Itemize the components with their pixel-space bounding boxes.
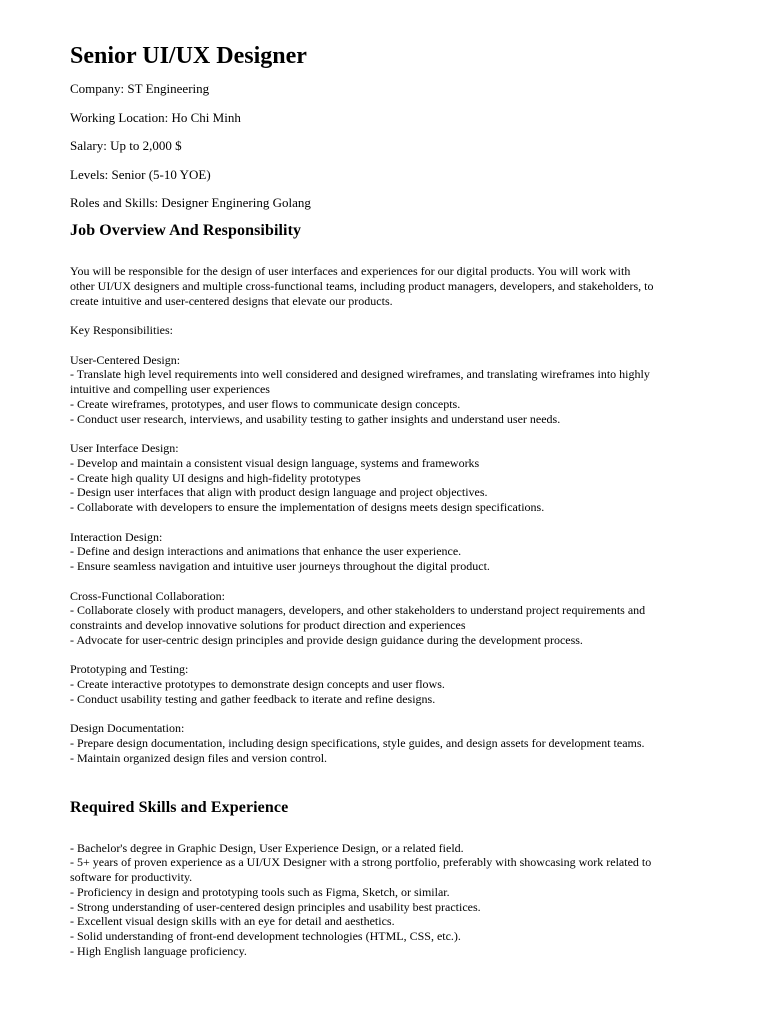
group-line: - Design user interfaces that align with product design language and project objectives. — [70, 485, 488, 500]
overview-intro — [70, 264, 728, 308]
intro-line: You will be responsible for the design of user interfaces and experiences for our digital products. You will work with — [70, 264, 631, 278]
group-title: Design Documentation: — [70, 721, 185, 736]
group-line: - Create wireframes, prototypes, and user flows to communicate design concepts. — [70, 396, 461, 411]
roles-skills-value: Designer Enginering Golang — [161, 195, 311, 210]
job-title: Senior UI/UX Designer — [70, 43, 307, 69]
levels-value: Senior (5-10 YOE) — [111, 166, 211, 182]
location-label: Working Location: — [70, 109, 169, 125]
group-line: - Collaborate closely with product managers, developers, and other stakeholders to understand project requirements and — [70, 603, 646, 618]
roles-skills-line — [70, 194, 728, 211]
responsibility-group-user-interface-design — [70, 441, 728, 515]
levels-label: Levels: — [70, 166, 109, 182]
group-line: - Develop and maintain a consistent visual design language, systems and frameworks — [70, 455, 480, 470]
group-line: - Advocate for user-centric design principles and provide design guidance during the development process. — [70, 632, 583, 647]
company-label: Company: — [70, 81, 125, 96]
location-line — [70, 109, 728, 126]
salary-line — [70, 137, 728, 154]
group-title: User-Centered Design: — [70, 352, 181, 367]
group-line: intuitive and compelling user experiences — [70, 382, 270, 396]
salary-label: Salary: — [70, 138, 107, 153]
group-line: constraints and develop innovative solutions for product direction and experiences — [70, 618, 466, 632]
intro-line: create intuitive and user-centered designs that elevate our products. — [70, 293, 393, 308]
company-value: ST Engineering — [127, 81, 210, 96]
group-line: - Conduct usability testing and gather feedback to iterate and refine designs. — [70, 691, 436, 706]
skill-line: - Proficiency in design and prototyping tools such as Figma, Sketch, or similar. — [70, 884, 450, 899]
group-line: - Maintain organized design files and version control. — [70, 750, 328, 765]
group-line: - Ensure seamless navigation and intuitive user journeys throughout the digital product. — [70, 559, 490, 573]
responsibility-group-design-documentation — [70, 721, 728, 765]
skill-line: - 5+ years of proven experience as a UI/UX Designer with a strong portfolio, preferably with showcasing work related to — [70, 855, 652, 870]
skill-line: - Bachelor's degree in Graphic Design, User Experience Design, or a related field. — [70, 840, 464, 855]
skill-line: - High English language proficiency. — [70, 943, 247, 958]
group-line: - Prepare design documentation, including design specifications, style guides, and design assets for development teams. — [70, 736, 645, 750]
responsibility-group-user-centered-design — [70, 353, 728, 427]
group-title: Cross-Functional Collaboration: — [70, 588, 225, 603]
levels-line — [70, 166, 728, 183]
company-line — [70, 80, 728, 97]
group-line: - Create high quality UI designs and high-fidelity prototypes — [70, 470, 361, 485]
group-title: User Interface Design: — [70, 441, 179, 455]
key-responsibilities-label: Key Responsibilities: — [70, 323, 173, 337]
intro-line: other UI/UX designers and multiple cross-functional teams, including product managers, developers, and stakeholders, to — [70, 278, 654, 293]
skill-line: software for productivity. — [70, 870, 193, 884]
roles-skills-label: Roles and Skills: — [70, 195, 159, 210]
skills-list — [70, 841, 728, 959]
responsibility-group-prototyping-and-testing — [70, 662, 728, 706]
group-line: - Collaborate with developers to ensure the implementation of designs meets design specifications. — [70, 500, 545, 514]
group-line: - Create interactive prototypes to demonstrate design concepts and user flows. — [70, 677, 445, 691]
responsibility-group-interaction-design — [70, 530, 728, 574]
group-title: Prototyping and Testing: — [70, 662, 189, 677]
group-line: - Conduct user research, interviews, and usability testing to gather insights and understand user needs. — [70, 411, 561, 426]
skill-line: - Solid understanding of front-end development technologies (HTML, CSS, etc.). — [70, 929, 461, 943]
group-title: Interaction Design: — [70, 529, 163, 544]
group-line: - Define and design interactions and animations that enhance the user experience. — [70, 544, 462, 559]
responsibility-group-cross-functional-collaboration — [70, 589, 728, 648]
skill-line: - Excellent visual design skills with an eye for detail and aesthetics. — [70, 914, 395, 929]
skill-line: - Strong understanding of user-centered design principles and usability best practices. — [70, 899, 481, 914]
skills-heading: Required Skills and Experience — [70, 798, 289, 816]
group-line: - Translate high level requirements into well considered and designed wireframes, and translating wireframes into highly — [70, 367, 650, 382]
salary-value: Up to 2,000 $ — [110, 138, 182, 153]
overview-heading: Job Overview And Responsibility — [70, 222, 302, 239]
location-value: Ho Chi Minh — [171, 109, 241, 125]
